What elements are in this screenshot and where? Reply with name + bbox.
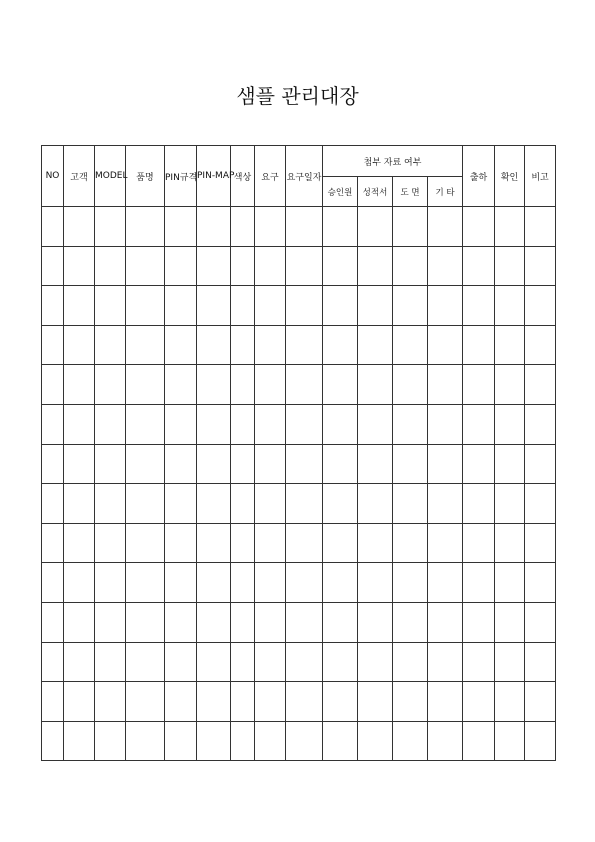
header-color: 색상 xyxy=(231,146,255,207)
table-cell[interactable] xyxy=(428,286,463,326)
table-cell[interactable] xyxy=(255,602,286,642)
table-row xyxy=(42,721,556,761)
table-cell[interactable] xyxy=(126,365,165,405)
table-row xyxy=(42,602,556,642)
table-cell[interactable] xyxy=(255,523,286,563)
table-cell[interactable] xyxy=(323,444,358,484)
table-cell[interactable] xyxy=(495,404,525,444)
table-cell[interactable] xyxy=(231,246,255,286)
table-cell[interactable] xyxy=(393,286,428,326)
table-cell[interactable] xyxy=(255,286,286,326)
table-cell[interactable] xyxy=(231,207,255,247)
table-cell[interactable] xyxy=(231,444,255,484)
header-remarks: 비고 xyxy=(525,146,556,207)
table-cell[interactable] xyxy=(64,404,95,444)
table-cell[interactable] xyxy=(323,484,358,524)
table-cell[interactable] xyxy=(286,602,323,642)
table-cell[interactable] xyxy=(255,325,286,365)
table-row xyxy=(42,682,556,722)
table-cell[interactable] xyxy=(286,444,323,484)
table-cell[interactable] xyxy=(42,325,64,365)
table-cell[interactable] xyxy=(428,444,463,484)
table-cell[interactable] xyxy=(323,682,358,722)
table-cell[interactable] xyxy=(495,523,525,563)
table-cell[interactable] xyxy=(126,444,165,484)
table-cell[interactable] xyxy=(495,642,525,682)
table-cell[interactable] xyxy=(126,642,165,682)
table-cell[interactable] xyxy=(64,642,95,682)
table-cell[interactable] xyxy=(255,563,286,603)
table-cell[interactable] xyxy=(286,682,323,722)
table-cell[interactable] xyxy=(525,523,556,563)
table-cell[interactable] xyxy=(126,207,165,247)
table-cell[interactable] xyxy=(358,563,393,603)
table-cell[interactable] xyxy=(323,642,358,682)
table-cell[interactable] xyxy=(197,642,231,682)
table-row xyxy=(42,563,556,603)
table-cell[interactable] xyxy=(495,286,525,326)
table-cell[interactable] xyxy=(286,404,323,444)
table-cell[interactable] xyxy=(165,286,197,326)
header-shipment: 출하 xyxy=(463,146,495,207)
table-cell[interactable] xyxy=(286,246,323,286)
table-cell[interactable] xyxy=(525,325,556,365)
table-row xyxy=(42,207,556,247)
table-cell[interactable] xyxy=(197,207,231,247)
table-cell[interactable] xyxy=(42,721,64,761)
table-cell[interactable] xyxy=(393,207,428,247)
table-row xyxy=(42,286,556,326)
table-cell[interactable] xyxy=(358,404,393,444)
table-cell[interactable] xyxy=(428,642,463,682)
table-cell[interactable] xyxy=(64,682,95,722)
header-other: 기 타 xyxy=(428,177,463,207)
header-request: 요구 xyxy=(255,146,286,207)
table-cell[interactable] xyxy=(231,484,255,524)
table-cell[interactable] xyxy=(42,444,64,484)
table-cell[interactable] xyxy=(255,682,286,722)
table-cell[interactable] xyxy=(126,404,165,444)
table-cell[interactable] xyxy=(95,207,126,247)
table-cell[interactable] xyxy=(95,523,126,563)
table-cell[interactable] xyxy=(165,444,197,484)
table-cell[interactable] xyxy=(358,642,393,682)
table-cell[interactable] xyxy=(463,484,495,524)
table-cell[interactable] xyxy=(393,563,428,603)
table-cell[interactable] xyxy=(525,207,556,247)
table-cell[interactable] xyxy=(286,642,323,682)
table-cell[interactable] xyxy=(525,642,556,682)
header-model: MODEL xyxy=(95,146,126,207)
table-cell[interactable] xyxy=(255,404,286,444)
table-cell[interactable] xyxy=(463,444,495,484)
table-cell[interactable] xyxy=(165,602,197,642)
table-cell[interactable] xyxy=(428,404,463,444)
table-cell[interactable] xyxy=(42,286,64,326)
table-cell[interactable] xyxy=(231,642,255,682)
table-cell[interactable] xyxy=(323,207,358,247)
header-confirm: 확인 xyxy=(495,146,525,207)
table-cell[interactable] xyxy=(525,286,556,326)
table-cell[interactable] xyxy=(95,721,126,761)
table-cell[interactable] xyxy=(197,404,231,444)
table-cell[interactable] xyxy=(126,325,165,365)
table-cell[interactable] xyxy=(358,286,393,326)
table-cell[interactable] xyxy=(495,484,525,524)
table-cell[interactable] xyxy=(126,246,165,286)
table-cell[interactable] xyxy=(64,325,95,365)
table-cell[interactable] xyxy=(42,682,64,722)
table-cell[interactable] xyxy=(428,682,463,722)
table-cell[interactable] xyxy=(197,523,231,563)
table-cell[interactable] xyxy=(42,642,64,682)
table-cell[interactable] xyxy=(358,365,393,405)
table-cell[interactable] xyxy=(165,325,197,365)
table-row xyxy=(42,246,556,286)
table-cell[interactable] xyxy=(197,484,231,524)
table-cell[interactable] xyxy=(126,602,165,642)
table-cell[interactable] xyxy=(197,721,231,761)
table-cell[interactable] xyxy=(393,721,428,761)
table-cell[interactable] xyxy=(393,602,428,642)
table-cell[interactable] xyxy=(358,207,393,247)
table-cell[interactable] xyxy=(323,286,358,326)
table-cell[interactable] xyxy=(165,207,197,247)
table-row xyxy=(42,523,556,563)
table-cell[interactable] xyxy=(197,246,231,286)
table-cell[interactable] xyxy=(95,682,126,722)
table-cell[interactable] xyxy=(95,365,126,405)
table-cell[interactable] xyxy=(95,246,126,286)
table-cell[interactable] xyxy=(231,286,255,326)
table-cell[interactable] xyxy=(231,682,255,722)
table-cell[interactable] xyxy=(286,286,323,326)
document-title: 샘플 관리대장 xyxy=(236,84,359,108)
table-cell[interactable] xyxy=(495,207,525,247)
table-cell[interactable] xyxy=(197,286,231,326)
table-cell[interactable] xyxy=(95,484,126,524)
table-cell[interactable] xyxy=(463,721,495,761)
table-cell[interactable] xyxy=(197,602,231,642)
table-cell[interactable] xyxy=(64,246,95,286)
table-cell[interactable] xyxy=(358,325,393,365)
table-cell[interactable] xyxy=(393,642,428,682)
table-cell[interactable] xyxy=(126,286,165,326)
table-cell[interactable] xyxy=(165,523,197,563)
table-cell[interactable] xyxy=(95,404,126,444)
table-cell[interactable] xyxy=(428,721,463,761)
table-cell[interactable] xyxy=(286,325,323,365)
table-cell[interactable] xyxy=(358,444,393,484)
table-row xyxy=(42,365,556,405)
table-row xyxy=(42,444,556,484)
table-cell[interactable] xyxy=(197,563,231,603)
table-cell[interactable] xyxy=(495,246,525,286)
table-cell[interactable] xyxy=(42,207,64,247)
table-cell[interactable] xyxy=(231,404,255,444)
table-cell[interactable] xyxy=(495,325,525,365)
table-cell[interactable] xyxy=(165,721,197,761)
table-cell[interactable] xyxy=(525,444,556,484)
table-cell[interactable] xyxy=(525,602,556,642)
table-cell[interactable] xyxy=(463,682,495,722)
table-cell[interactable] xyxy=(286,207,323,247)
table-cell[interactable] xyxy=(165,484,197,524)
table-cell[interactable] xyxy=(463,325,495,365)
table-cell[interactable] xyxy=(323,721,358,761)
table-cell[interactable] xyxy=(64,207,95,247)
ledger-body xyxy=(42,207,556,761)
table-cell[interactable] xyxy=(323,246,358,286)
table-cell[interactable] xyxy=(525,563,556,603)
table-cell[interactable] xyxy=(42,365,64,405)
table-cell[interactable] xyxy=(393,444,428,484)
header-approval: 승인원 xyxy=(323,177,358,207)
table-cell[interactable] xyxy=(463,207,495,247)
header-pin-map: PIN-MAP xyxy=(197,146,231,207)
table-cell[interactable] xyxy=(495,682,525,722)
table-cell[interactable] xyxy=(393,365,428,405)
table-cell[interactable] xyxy=(495,721,525,761)
table-cell[interactable] xyxy=(255,207,286,247)
table-cell[interactable] xyxy=(42,404,64,444)
table-cell[interactable] xyxy=(323,325,358,365)
table-cell[interactable] xyxy=(255,484,286,524)
table-cell[interactable] xyxy=(463,404,495,444)
table-cell[interactable] xyxy=(95,286,126,326)
table-cell[interactable] xyxy=(64,444,95,484)
table-cell[interactable] xyxy=(255,642,286,682)
table-cell[interactable] xyxy=(231,365,255,405)
table-cell[interactable] xyxy=(495,444,525,484)
table-cell[interactable] xyxy=(255,721,286,761)
table-cell[interactable] xyxy=(463,602,495,642)
table-cell[interactable] xyxy=(197,682,231,722)
table-cell[interactable] xyxy=(358,523,393,563)
table-cell[interactable] xyxy=(323,365,358,405)
table-cell[interactable] xyxy=(463,563,495,603)
header-report: 성적서 xyxy=(358,177,393,207)
table-cell[interactable] xyxy=(42,602,64,642)
table-cell[interactable] xyxy=(286,721,323,761)
table-cell[interactable] xyxy=(231,721,255,761)
table-cell[interactable] xyxy=(428,602,463,642)
table-cell[interactable] xyxy=(64,523,95,563)
table-cell[interactable] xyxy=(255,365,286,405)
table-cell[interactable] xyxy=(126,563,165,603)
header-customer: 고객 xyxy=(64,146,95,207)
table-cell[interactable] xyxy=(463,523,495,563)
table-cell[interactable] xyxy=(525,246,556,286)
table-cell[interactable] xyxy=(393,484,428,524)
table-cell[interactable] xyxy=(393,523,428,563)
table-cell[interactable] xyxy=(358,721,393,761)
header-attachments-group: 첨부 자료 여부 xyxy=(323,146,463,177)
table-cell[interactable] xyxy=(42,523,64,563)
header-pin-spec: PIN규격 xyxy=(165,146,197,207)
table-cell[interactable] xyxy=(428,246,463,286)
table-cell[interactable] xyxy=(231,563,255,603)
table-cell[interactable] xyxy=(525,404,556,444)
table-cell[interactable] xyxy=(255,444,286,484)
table-cell[interactable] xyxy=(165,404,197,444)
table-cell[interactable] xyxy=(197,325,231,365)
table-cell[interactable] xyxy=(197,444,231,484)
table-cell[interactable] xyxy=(393,682,428,722)
table-cell[interactable] xyxy=(286,523,323,563)
table-cell[interactable] xyxy=(358,602,393,642)
table-cell[interactable] xyxy=(323,563,358,603)
table-cell[interactable] xyxy=(525,682,556,722)
table-cell[interactable] xyxy=(165,365,197,405)
header-request-date: 요구일자 xyxy=(286,146,323,207)
table-cell[interactable] xyxy=(95,325,126,365)
table-cell[interactable] xyxy=(95,563,126,603)
table-cell[interactable] xyxy=(495,602,525,642)
table-cell[interactable] xyxy=(231,523,255,563)
table-cell[interactable] xyxy=(64,365,95,405)
table-cell[interactable] xyxy=(323,602,358,642)
table-cell[interactable] xyxy=(64,563,95,603)
table-cell[interactable] xyxy=(323,404,358,444)
table-cell[interactable] xyxy=(64,286,95,326)
table-cell[interactable] xyxy=(231,602,255,642)
table-cell[interactable] xyxy=(286,563,323,603)
table-cell[interactable] xyxy=(428,365,463,405)
sample-ledger-table xyxy=(41,145,556,761)
header-no: NO xyxy=(42,146,64,207)
table-cell[interactable] xyxy=(393,404,428,444)
header-drawing: 도 면 xyxy=(393,177,428,207)
table-row xyxy=(42,325,556,365)
table-cell[interactable] xyxy=(358,484,393,524)
table-cell[interactable] xyxy=(286,484,323,524)
table-cell[interactable] xyxy=(428,523,463,563)
table-row xyxy=(42,484,556,524)
table-cell[interactable] xyxy=(95,444,126,484)
table-cell[interactable] xyxy=(286,365,323,405)
table-cell[interactable] xyxy=(126,682,165,722)
table-cell[interactable] xyxy=(525,721,556,761)
table-cell[interactable] xyxy=(428,563,463,603)
table-cell[interactable] xyxy=(393,246,428,286)
table-cell[interactable] xyxy=(126,523,165,563)
table-cell[interactable] xyxy=(525,484,556,524)
table-cell[interactable] xyxy=(126,484,165,524)
table-cell[interactable] xyxy=(197,365,231,405)
table-cell[interactable] xyxy=(463,286,495,326)
table-cell[interactable] xyxy=(358,682,393,722)
table-cell[interactable] xyxy=(525,365,556,405)
table-cell[interactable] xyxy=(64,484,95,524)
table-row xyxy=(42,642,556,682)
table-cell[interactable] xyxy=(165,642,197,682)
table-cell[interactable] xyxy=(95,642,126,682)
table-cell[interactable] xyxy=(428,207,463,247)
table-cell[interactable] xyxy=(255,246,286,286)
table-cell[interactable] xyxy=(463,642,495,682)
table-cell[interactable] xyxy=(358,246,393,286)
table-cell[interactable] xyxy=(42,246,64,286)
header-item-name: 품명 xyxy=(126,146,165,207)
table-cell[interactable] xyxy=(463,246,495,286)
table-cell[interactable] xyxy=(323,523,358,563)
table-cell[interactable] xyxy=(165,246,197,286)
table-cell[interactable] xyxy=(126,721,165,761)
table-cell[interactable] xyxy=(165,682,197,722)
table-cell[interactable] xyxy=(463,365,495,405)
table-cell[interactable] xyxy=(42,484,64,524)
table-cell[interactable] xyxy=(64,721,95,761)
table-cell[interactable] xyxy=(64,602,95,642)
table-row xyxy=(42,404,556,444)
table-cell[interactable] xyxy=(165,563,197,603)
table-cell[interactable] xyxy=(495,563,525,603)
table-cell[interactable] xyxy=(42,563,64,603)
table-cell[interactable] xyxy=(428,484,463,524)
table-cell[interactable] xyxy=(95,602,126,642)
table-cell[interactable] xyxy=(428,325,463,365)
table-cell[interactable] xyxy=(393,325,428,365)
table-cell[interactable] xyxy=(495,365,525,405)
table-cell[interactable] xyxy=(231,325,255,365)
